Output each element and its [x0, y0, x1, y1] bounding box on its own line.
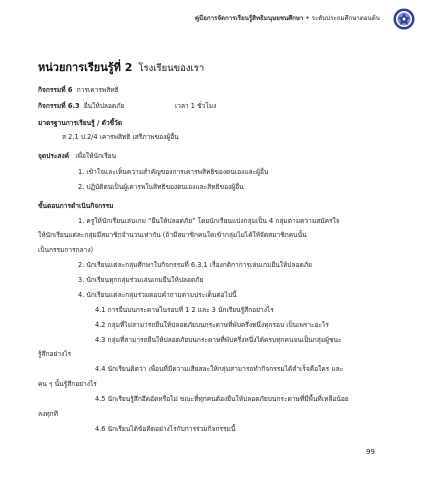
- page-number: 99: [366, 448, 375, 456]
- procedure-heading: ขั้นตอนการดำเนินกิจกรรม: [38, 202, 114, 210]
- page-header: [0, 6, 427, 30]
- header-separator-dot: •: [305, 15, 312, 22]
- procedure-line: คน ๆ นั้นรู้สึกอย่างไร: [38, 380, 97, 388]
- procedure-subline: 4.6 นักเรียนได้ข้อคิดอย่างไรกับการร่วมกิจกรรมนี้: [95, 425, 236, 433]
- procedure-line: เป็นกรรมการกลาง): [38, 246, 94, 254]
- activity-main: [38, 86, 119, 94]
- procedure-line: 1. ครูให้นักเรียนเล่นเกม “ยืนให้ปลอดภัย” โดยนักเรียนแบ่งกลุ่มเป็น 4 กลุ่มตามความสมัครใจ: [78, 217, 340, 225]
- header-title: คู่มือการจัดการเรียนรู้สิทธิมนุษยชนศึกษา: [194, 15, 304, 22]
- objective-item: 1. เข้าใจและเห็นความสำคัญของการเคารพสิทธิของตนเองและผู้อื่น: [78, 168, 269, 176]
- objective-item: 2. ปฏิบัติตนเป็นผู้เคารพในสิทธิของตนเองและสิทธิของผู้อื่น: [78, 183, 244, 191]
- header-text: [195, 13, 380, 23]
- activity-sub-text: ยืนให้ปลอดภัย: [83, 102, 125, 110]
- unit-subtitle: โรงเรียนของเรา: [138, 63, 205, 74]
- procedure-line: 2. นักเรียนแต่ละกลุ่มศึกษาใบกิจกรรมที่ 6.3.1 เรื่องกติกาการเล่นเกมยืนให้ปลอดภัย: [78, 261, 312, 269]
- standard-line: ส 2.1 ป.2/4 เคารพสิทธิ เสรีภาพของผู้อื่น: [62, 133, 179, 141]
- procedure-subline: 4.3 กลุ่มที่สามารถยืนให้ปลอดภัยบนกระดาษที่พับครึ่งหนึ่งได้ครบทุกคนจนเป็นกลุ่มผู้ชนะ: [95, 336, 342, 344]
- activity-sub: [38, 102, 217, 110]
- procedure-subline: 4.1 การยืนบนกระดาษในรอบที่ 1 2 และ 3 นักเรียนรู้สึกอย่างไร: [95, 306, 274, 314]
- activity-sub-label: กิจกรรมที่ 6.3: [38, 102, 80, 110]
- standard-heading: มาตรฐานการเรียนรู้ / ตัวชี้วัด: [38, 119, 123, 127]
- procedure-line: รู้สึกอย่างไร: [38, 350, 72, 358]
- objectives-intro: เพื่อให้นักเรียน: [75, 152, 117, 160]
- unit-heading: [38, 61, 205, 74]
- activity-time: เวลา 1 ชั่วโมง: [175, 102, 217, 110]
- procedure-line: ให้นักเรียนแต่ละกลุ่มมีสมาชิกจำนวนเท่ากัน (ถ้ามีสมาชิกคนใดเข้ากลุ่มไม่ได้ให้จัดสมาชิกคนนั้น: [38, 231, 307, 239]
- ministry-logo-icon: [393, 8, 415, 30]
- objectives-heading: [38, 152, 116, 160]
- procedure-line: 3. นักเรียนทุกกลุ่มร่วมเล่นเกมยืนให้ปลอดภัย: [78, 276, 204, 284]
- header-level: ระดับประถมศึกษาตอนต้น: [311, 15, 380, 22]
- activity-main-label: กิจกรรมที่ 6: [38, 86, 73, 94]
- procedure-subline: 4.4 นักเรียนคิดว่า เพื่อนที่มีความเสียสละให้กลุ่มสามารถทำกิจกรรมได้สำเร็จคือใคร และ: [95, 365, 344, 373]
- procedure-subline: 4.5 นักเรียนรู้สึกอึดอัดหรือไม่ ขณะที่ทุกคนต้องยืนให้ปลอดภัยบนกระดาษที่มีพื้นที่เหลือน้อย: [95, 395, 349, 403]
- unit-title: หน่วยการเรียนรู้ที่ 2: [38, 61, 133, 74]
- activity-main-text: การเคารพสิทธิ: [76, 86, 119, 94]
- objectives-heading-label: จุดประสงค์: [38, 152, 70, 160]
- procedure-subline: 4.2 กลุ่มที่ไม่สามารถยืนให้ปลอดภัยบนกระดาษที่พับครึ่งหนึ่งทุกรอบ เป็นเพราะอะไร: [95, 321, 329, 329]
- procedure-line: 4. นักเรียนแต่ละกลุ่มร่วมตอบคำถามตามประเด็นต่อไปนี้: [78, 291, 237, 299]
- procedure-line: ลงทุกที: [38, 410, 58, 418]
